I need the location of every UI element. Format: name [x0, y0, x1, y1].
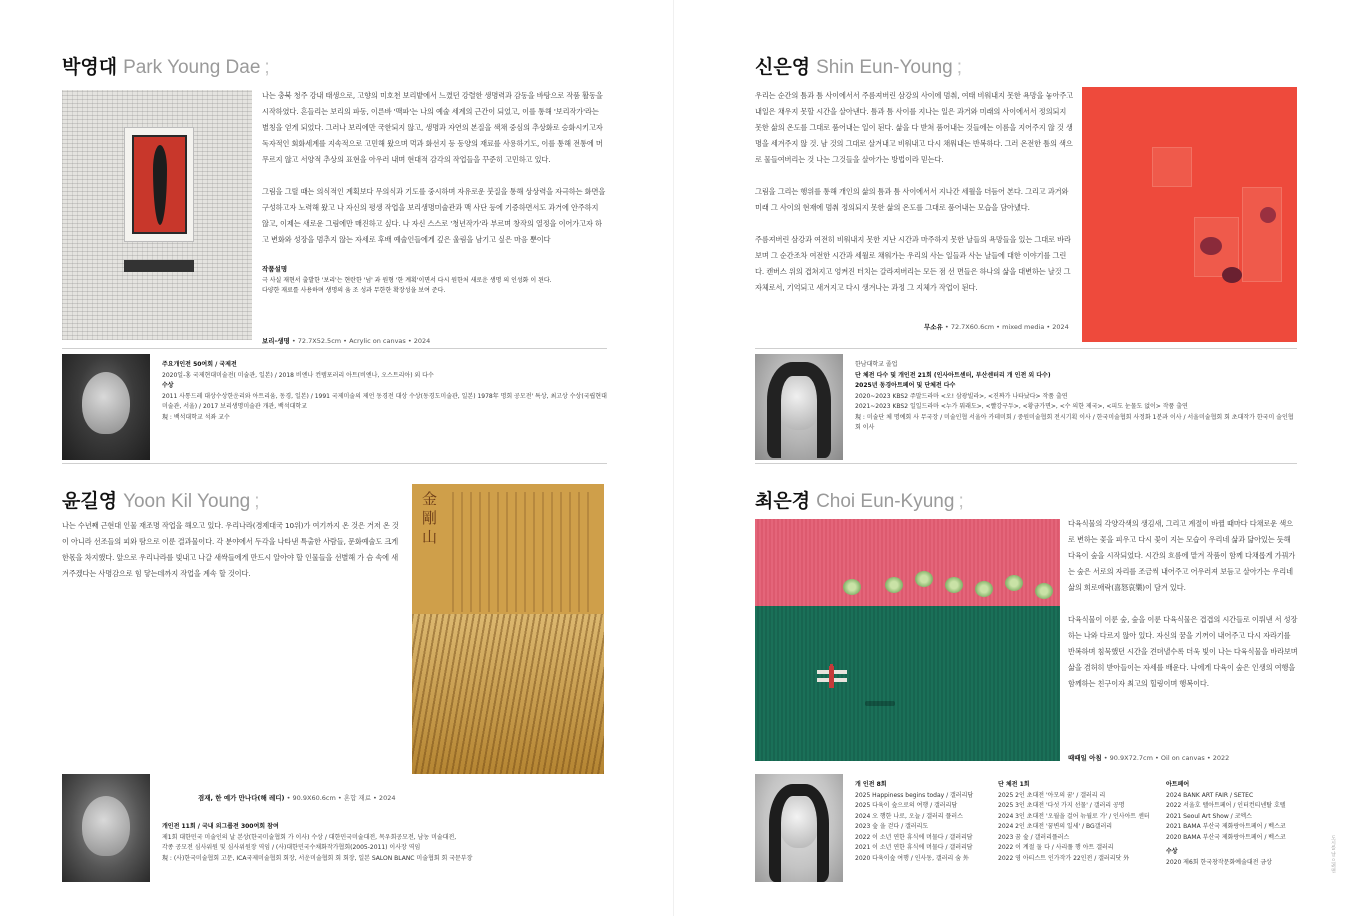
artwork-succulent: [843, 579, 861, 595]
caption-info: 72.7X60.6cm • mixed media • 2024: [950, 323, 1069, 331]
bio-line: 2020일-홍 국제현대미술전( 미술관, 일본) / 2018 비엔나 컨템포러리 아트(비엔나, 오스트리아) 외 다수: [162, 371, 434, 379]
artwork-image-choi: [755, 519, 1060, 761]
artist-name-ko: 신은영: [755, 56, 811, 78]
artwork-succulent: [1005, 575, 1023, 591]
side-note: 도시를 날 으려면: [1330, 835, 1336, 874]
artwork-succulent: [885, 577, 903, 593]
bio-line: 2020 다육이숲 여행 / 인사동, 갤러리 숨 外: [855, 854, 969, 862]
note-line: 극 사실 재현서 출발한 '보리'는 현란한 '넘' 과 원형 '한 계획'이면서 다시 원한처 새로운 생명 의 인성화 이 된다.: [262, 277, 552, 284]
portrait-hair: [769, 784, 829, 882]
bio-line: 2021~2023 KBS2 일일드라마 <누가 뭐래도>, <빨강구두>, <황금가면>, <수 의한 제국>, <피도 눈물도 없이> 작품 출연: [855, 403, 1188, 410]
title-separator: ;: [254, 491, 260, 512]
portrait-face: [82, 796, 130, 856]
artist-name-en: Choi Eun-Kyung: [816, 491, 955, 512]
artwork-block: [1152, 147, 1192, 187]
bio-line: 2020~2023 KBS2 주말드라마 <오! 삼광빌라>, <진짜가 나타났다> 작품 출연: [855, 392, 1068, 400]
artist-title-yoon: [62, 486, 260, 513]
page-gutter: [673, 0, 674, 916]
bio-line: 2024 오 행한 나로, 오늘 / 갤러리 플러스: [855, 812, 963, 820]
artist-statement-yoon: [62, 518, 404, 598]
biplane-shadow: [865, 701, 895, 706]
bio-line: 2020 제6회 한국창작문화예술대전 금상: [1166, 858, 1272, 866]
divider: [755, 348, 1297, 349]
artwork-caption-park: 보리-생명 • 72.7X52.5cm • Acrylic on canvas • 2024: [262, 337, 431, 345]
bio-line: 2024 3인 초대전 '오월을 걸어 뉴월로 가' / 인사아트 센터: [998, 812, 1150, 820]
artwork-image-park: [62, 90, 252, 340]
bio-line: 2021 이 소년 연한 휴식에 머물다 / 갤러리담: [855, 844, 973, 851]
caption-info: 90.9X72.7cm • Oil on canvas • 2022: [1109, 754, 1230, 762]
portrait-face: [82, 372, 130, 434]
bio-shin: [855, 360, 1297, 434]
statement-paragraph: 다육식물이 이룬 숲, 숲을 이룬 다육식물은 겹겹의 시간들로 이뤄낸 서 성장하는 나와 다르지 않아 있다. 자신의 꿈을 기꺼이 내어주고 다시 자라기를 반복하며 침묵했던 시간을 견뎌낼수록 더욱 빛이 나는 다육식물을 바라보며 삶을 겸허히 받아들이는 자세를 배운다. 나에게 다육이 숲은 인생의 여행을 함께하는 친구이자 최고의 힐링이며 행복이다.: [1068, 615, 1298, 688]
artist-title-choi: [755, 486, 964, 513]
artwork-green-field: [755, 606, 1060, 761]
artwork-leaf-shape: [153, 145, 167, 225]
artist-statement-park: [262, 88, 607, 264]
artist-statement-choi: [1068, 516, 1298, 708]
artwork-image-yoon: [412, 484, 604, 774]
bio-line: 現 : (사)한국미술협회 고문, ICA국제미술협회 회장, 서운미술협회 회 회장, 일본 SALON BLANC 미술협회 회 국문부장: [162, 854, 473, 862]
bio-line: 2024 2인 초대전 '꿈변의 일세' / BG갤러리: [998, 823, 1113, 830]
bio-heading: 개인전 11회 / 국내 외그룹전 300여회 참여: [162, 823, 279, 830]
caption-title: 무소유: [924, 323, 943, 331]
bio-line: 2022 서울호 텔아트페어 / 인터컨티넨탈 호텔: [1166, 802, 1286, 809]
artwork-caption-choi: 때때일 아침 • 90.9X72.7cm • Oil on canvas • 2022: [1068, 754, 1230, 762]
caption-title: 보리-생명: [262, 337, 290, 345]
bio-heading: 2025년 동경아트페어 및 단체전 다수: [855, 382, 956, 389]
bio-line: 2011 사통드레 대상수상한운리와 아트리움, 동경, 일본) / 1991 국제미술의 제언 동경전 대상 수상(동경도미술관, 일본) 1978年 명회 공모전' 특상, 최고상 수상(국립현대미술관, 서울) / 2017 보리생명미술관 개관, 백석대학교: [162, 392, 607, 410]
bio-heading: 수상: [1166, 848, 1178, 855]
title-separator: ;: [958, 491, 964, 512]
artist-name-ko: 박영대: [62, 56, 118, 78]
statement-paragraph: 주름져버린 삼강과 여전히 비워내지 못한 지난 시간과 마주하지 못한 날들의 욕망들을 있는 그대로 바라보며 그 순간조차 여전한 시간과 세월로 채워가는 우리의 사는 일들과 사는 날들에 대한 이야기를 그린다. 캔버스 위의 겹쳐지고 엉켜진 터치는 갈라져버리는 모든 점 선 면들은 하나의 삶을 대변하는 날것 그 자체로서, 기억되고 새겨지고 다시 생겨나는 과정 그 지체가 작업이 된다.: [755, 235, 1071, 292]
bio-line: 각종 공모전 심사위원 및 심사위원장 역임 / (사)대한민국수채화작가협회(2005-2011) 이사장 역임: [162, 844, 421, 851]
artwork-succulent: [945, 577, 963, 593]
caption-info: 72.7X52.5cm • Acrylic on canvas • 2024: [297, 337, 431, 345]
artist-name-ko: 윤길영: [62, 490, 118, 512]
artist-title-shin: [755, 52, 962, 79]
bio-line: 2023 꿈 숲 / 갤러리플러스: [998, 833, 1070, 841]
note-line: 다양한 재료를 사용하며 생명의 움 조 성과 무한한 확장성을 보여 준다.: [262, 287, 446, 294]
portrait-shin: [755, 354, 843, 460]
bio-line: 2023 숲 을 걷다 / 갤러리도: [855, 823, 929, 830]
divider: [755, 463, 1297, 464]
caption-title: 겸재, 한 예가 만나다(해 레디): [198, 794, 285, 802]
bio-line: 2025 2인 초대전 '아모의 꿈' / 갤러리 리: [998, 791, 1106, 799]
artwork-succulent: [915, 571, 933, 587]
bio-line: 2025 Happiness begins today / 갤러리담: [855, 791, 974, 799]
bio-line: 2020 BAMA 부산국 제화랑아트페어 / 벡스코: [1166, 833, 1286, 841]
caption-info: 90.9X60.6cm • 혼합 재료 • 2024: [292, 794, 396, 802]
bio-heading: 개 인전 8회: [855, 781, 887, 788]
artist-name-en: Shin Eun-Young: [816, 57, 953, 78]
title-separator: ;: [264, 57, 270, 78]
bio-line: 2022 이 소년 연한 휴식에 머물다 / 갤러리담: [855, 833, 973, 841]
bio-line: 現 : 백석대학교 석좌 교수: [162, 413, 230, 421]
bio-heading: 단 체전 다수 및 개인전 21회 (인사아트센터, 부산센터리 개 인전 외 다수): [855, 371, 1051, 379]
bio-line: 現 : 미술단 체 명예회 사 무국장 / 미술인협 서울아 카데미회 / 중원미술협회 전시기획 이사 / 한국미술협회 사정화 1분과 이사 / 서울미술협회 회 초대작가 한국미 술인협회 이사: [855, 413, 1294, 431]
statement-paragraph: 나는 수년째 근현대 인물 재조명 작업을 해오고 있다. 우리나라(경제대국 10위)가 여기까지 온 것은 거저 온 것이 아니라 선조들의 피와 땀으로 이룬 결과물이다. 각 분야에서 두각을 나타낸 특출한 사람들, 문화예술도 크게 한몫을 차지했다. 앞으로 우리나라를 빛내고 나갈 새싹들에게 만드시 알아야 할 인물들을 선별해 가 슴 속에 새겨주겠다는 사명감으로 힘 닿는데까지 작업을 계속 할 것이다.: [62, 521, 399, 578]
artwork-red-field: [132, 135, 187, 234]
note-title: 작품설명: [262, 265, 288, 273]
statement-paragraph: 다육식물의 각양각색의 생김새, 그리고 계절이 바뀔 때마다 다채로운 색으로 변하는 꽃을 피우고 다시 꽃이 지는 모습이 우리네 삶과 닮아있는 듯해 다육이 숲을 시작되었다. 시간의 흐름에 맡겨 작품이 함께 다채롭게 가꿔가는 숲은 서로의 자리를 조금씩 내어주고 어우러져 보듬고 살아가는 우리네 삶의 희로애락(喜怒哀樂)이 담겨 있다.: [1068, 519, 1296, 592]
artwork-caption-yoon: 겸재, 한 예가 만나다(해 레디) • 90.9X60.6cm • 혼합 재료 • 2024: [198, 794, 396, 802]
bio-choi-group: [998, 780, 1163, 864]
bio-line: 2022 이 계절 둘 다 / 사리풀 행 아트 갤러리: [998, 844, 1114, 851]
bio-line: 2021 BAMA 부산국 제화랑아트페어 / 벡스코: [1166, 823, 1286, 830]
bio-line: 2021 Seoul Art Show / 코엑스: [1166, 812, 1252, 820]
artwork-image-shin: [1082, 87, 1297, 342]
artist-name-ko: 최은경: [755, 490, 811, 512]
biplane-icon: [815, 664, 849, 690]
bio-heading: 아트페어: [1166, 781, 1190, 788]
portrait-park: [62, 354, 150, 460]
portrait-hair: [767, 362, 831, 458]
artwork-mountains: [412, 614, 604, 774]
bio-line: 한남대학교 졸업: [855, 361, 898, 368]
statement-paragraph: 그림을 그리는 행위를 통해 개인의 삶의 틈과 틈 사이에서서 지나간 세월을 더듬어 본다. 그리고 과거와 미래 그 사이의 현재에 멈춰 정의되지 못한 삶의 온도를 그대로 품어내는 모습을 담아냈다.: [755, 187, 1069, 212]
bio-choi-solo: [855, 780, 995, 864]
artwork-flower: [1222, 267, 1242, 283]
artwork-succulent: [1035, 583, 1053, 599]
bio-line: 2024 BANK ART FAIR / SETEC: [1166, 791, 1254, 799]
title-separator: ;: [956, 57, 962, 78]
artwork-caption-shin: 무소유 • 72.7X60.6cm • mixed media • 2024: [924, 323, 1069, 331]
bio-yoon: [162, 822, 607, 864]
artwork-flower: [1200, 237, 1222, 255]
artist-name-en: Park Young Dae: [123, 57, 261, 78]
bio-heading: 수상: [162, 382, 174, 389]
artwork-succulent: [975, 581, 993, 597]
bio-line: 2022 영 아티스트 인가작가 22인전 / 갤러리닷 外: [998, 854, 1130, 862]
bio-choi-fairs: [1166, 780, 1298, 868]
bio-heading: 단 체전 1회: [998, 781, 1030, 788]
bio-line: 제1회 대한민국 미술인의 날 본상(한국미술협회 가 이사) 수상 / 대한민국미술대전, 목우회공모전, 남농 미술대전,: [162, 833, 457, 841]
artist-statement-shin: [755, 88, 1073, 312]
caption-title: 때때일 아침: [1068, 754, 1102, 762]
artist-title-park: [62, 52, 270, 79]
bio-line: 2025 3인 초대전 '다섯 가지 선물' / 갤러리 공명: [998, 802, 1125, 809]
artwork-note-park: [262, 262, 607, 296]
artwork-panel: [124, 127, 194, 242]
portrait-yoon: [62, 774, 150, 882]
bio-line: 2025 다육이 숲으로의 여행 / 갤러리담: [855, 802, 958, 809]
artwork-calligraphy: 金剛山: [422, 490, 438, 546]
artwork-script-lines: [452, 492, 592, 612]
artwork-label-strip: [124, 260, 194, 272]
divider: [62, 348, 607, 349]
statement-paragraph: 우리는 순간의 틈과 틈 사이에서서 주름져버린 삼강의 사이에 멈춰, 여태 비워내지 못한 욕망을 놓아주고 내일은 채우지 못할 시간을 살아낸다. 틈과 틈 사이를 지나는 일은 과거와 미래의 사이에서서 정의되지 못한 삶의 온도를 그대로 품어내는 일이 된다. 삶을 다 받쳐 품어내는 것들에는 이름을 지어주지 않 것 생명을 세겨주지 않 것. 남 것의 그대로 살겨내고 비워내고 다시 채워내는 반복하다. 그러 온전한 틈의 색으로 물들여버리는 것 나는 그것들을 살아가는 방법이라 믿는다.: [755, 91, 1074, 164]
artwork-block: [1242, 187, 1282, 282]
artwork-pink-field: [755, 519, 1060, 606]
bio-park: [162, 360, 607, 423]
statement-paragraph: 나는 충북 청주 강내 태생으로, 고향의 미호천 보리밭에서 느꼈던 강렬한 생명력과 감동을 바탕으로 작품 활동을 시작하였다. 흔들리는 보리의 파동, 이른바 '맥파'는 나의 예술 세계의 근간이 되었고, 이를 통해 '보리작가'라는 별칭을 얻게 되었다. 그러나 보리에만 국한되지 않고, 생명과 자연의 본질을 색채 중심의 추상화로 승화시키고자 독자적인 회화세계를 지속적으로 고민해 왔으며 먹과 화선지 등 동양의 재료를 사용하기도, 이를 통해 전통에 머무르지 않고 서양적 추상의 표현을 아우러 내며 현대적 감각의 작업들을 꾸준히 고민하고 있다.: [262, 91, 603, 164]
statement-paragraph: 그림을 그릴 때는 의식적인 계획보다 무의식과 기도를 중시하며 자유로운 붓질을 통해 상상력을 자극하는 화면을 구성하고자 노력해 왔고 나 자신의 평생 작업을 보리생명미술관과 맥 사단 등에 기증하면서도 과거에 안주하지 않고, 이제는 새로운 그림에만 매진하고 싶다. 나 자신 스스로 '청년작가'라 부르며 창작의 열정을 이어가고자 하고 변화와 성장을 멈추지 않는 자세로 후배 예술인들에게 깊은 울림을 남기고 싶은 마음 뿐이다: [262, 187, 606, 244]
artwork-flower: [1260, 207, 1276, 223]
bio-heading: 주요개인전 50여회 / 국제전: [162, 361, 237, 368]
divider: [62, 463, 607, 464]
artist-name-en: Yoon Kil Young: [123, 491, 251, 512]
portrait-choi: [755, 774, 843, 882]
